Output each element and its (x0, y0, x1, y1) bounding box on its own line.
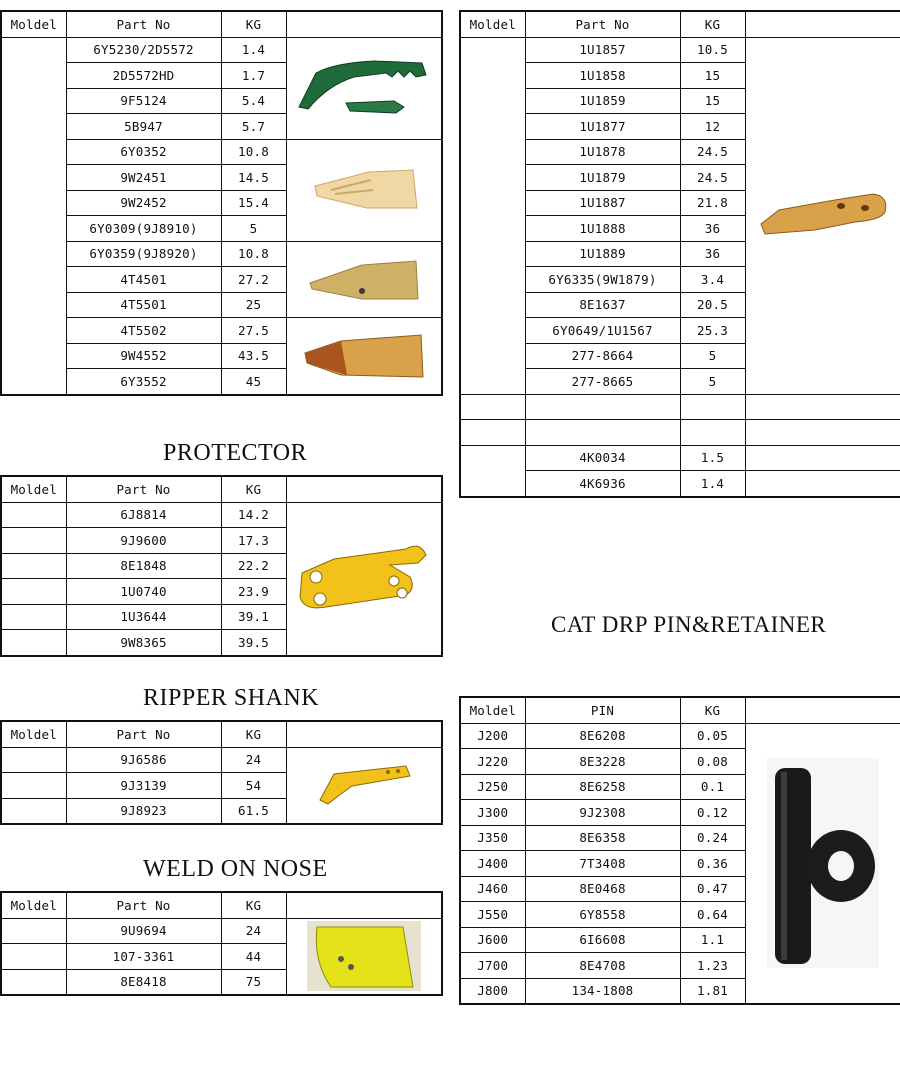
weight-cell: 1.4 (221, 37, 286, 63)
table-header (460, 11, 900, 37)
table-row (460, 723, 900, 749)
table-row (1, 318, 442, 344)
weight-cell: 0.05 (680, 723, 745, 749)
weight-cell: 23.9 (221, 579, 286, 605)
protector-table (0, 475, 443, 657)
green-tooth-icon (287, 55, 442, 121)
weight-cell: 0.08 (680, 749, 745, 775)
part-number-cell: 8E1637 (525, 292, 680, 318)
weight-cell: 1.7 (221, 63, 286, 89)
table-row (460, 394, 900, 420)
part-number-cell: 4T4501 (66, 267, 221, 293)
weight-cell: 5 (221, 216, 286, 242)
table-header (1, 892, 442, 918)
weld-title: WELD ON NOSE (143, 856, 328, 882)
product-image-cell (286, 318, 442, 395)
pin-cell: 7T3408 (525, 851, 680, 877)
adapter-tooth-icon (746, 190, 900, 242)
pin-cell: 6Y8558 (525, 902, 680, 928)
weight-cell: 0.1 (680, 774, 745, 800)
pin-cell: 8E4708 (525, 953, 680, 979)
weight-cell: 22.2 (221, 553, 286, 579)
product-image-cell (745, 471, 900, 497)
weight-cell: 0.24 (680, 825, 745, 851)
weight-cell: 1.1 (680, 927, 745, 953)
weld-nose-icon (287, 921, 442, 991)
part-number-cell: 5B947 (66, 114, 221, 140)
col-model-header: Moldel (460, 11, 525, 37)
model-cell (1, 630, 66, 656)
product-image-cell (286, 139, 442, 241)
weight-cell (680, 420, 745, 446)
part-number-cell: 1U1887 (525, 190, 680, 216)
part-number-cell: 6J8814 (66, 502, 221, 528)
weight-cell: 14.5 (221, 165, 286, 191)
table-row (1, 747, 442, 773)
part-number-cell: 1U1858 (525, 63, 680, 89)
col-part-header: Part No (525, 11, 680, 37)
part-number-cell: 6Y0359(9J8920) (66, 241, 221, 267)
table-row (1, 502, 442, 528)
col-image-header (286, 476, 442, 502)
weight-cell: 24.5 (680, 139, 745, 165)
part-number-cell: 4T5502 (66, 318, 221, 344)
part-number-cell: 9U9694 (66, 918, 221, 944)
weight-cell: 15 (680, 88, 745, 114)
weight-cell: 39.1 (221, 604, 286, 630)
weight-cell: 17.3 (221, 528, 286, 554)
part-number-cell: 277-8664 (525, 343, 680, 369)
product-image-cell (286, 502, 442, 656)
table-header (1, 721, 442, 747)
ripper-shank-icon (287, 762, 442, 808)
table-row (460, 37, 900, 63)
model-cell: J600 (460, 927, 525, 953)
part-number-cell: 4T5501 (66, 292, 221, 318)
model-cell (1, 579, 66, 605)
col-part-header: Part No (66, 892, 221, 918)
model-cell (460, 394, 525, 420)
model-cell: J550 (460, 902, 525, 928)
weight-cell: 20.5 (680, 292, 745, 318)
part-number-cell: 1U1877 (525, 114, 680, 140)
part-number-cell: 9W2451 (66, 165, 221, 191)
pale-tooth-icon (287, 168, 442, 212)
pin-cell: 8E6208 (525, 723, 680, 749)
weight-cell: 5 (680, 369, 745, 395)
part-number-cell: 1U1889 (525, 241, 680, 267)
weight-cell: 0.36 (680, 851, 745, 877)
tan-tooth-icon (287, 257, 442, 301)
weight-cell: 39.5 (221, 630, 286, 656)
col-kg-header: KG (221, 476, 286, 502)
part-number-cell: 8E8418 (66, 969, 221, 995)
model-cell: J700 (460, 953, 525, 979)
model-cell: J400 (460, 851, 525, 877)
part-number-cell: 1U1857 (525, 37, 680, 63)
part-number-cell: 2D5572HD (66, 63, 221, 89)
model-cell: J460 (460, 876, 525, 902)
model-cell (1, 604, 66, 630)
model-cell (1, 918, 66, 944)
model-cell (1, 553, 66, 579)
col-image-header (745, 697, 900, 723)
teeth-table-right (459, 10, 900, 498)
pin-cell: 8E6358 (525, 825, 680, 851)
model-cell (460, 420, 525, 446)
weight-cell: 1.5 (680, 445, 745, 471)
col-model-header: Moldel (1, 476, 66, 502)
part-number-cell: 9W8365 (66, 630, 221, 656)
part-number-cell: 6Y3552 (66, 369, 221, 395)
part-number-cell: 9F5124 (66, 88, 221, 114)
weight-cell: 24 (221, 918, 286, 944)
weight-cell: 24 (221, 747, 286, 773)
model-cell (1, 502, 66, 528)
pin-cell: 6I6608 (525, 927, 680, 953)
weight-cell: 25.3 (680, 318, 745, 344)
model-cell (1, 798, 66, 824)
protector-title: PROTECTOR (163, 440, 308, 466)
weight-cell: 45 (221, 369, 286, 395)
table-row (460, 471, 900, 497)
table-row (1, 241, 442, 267)
col-kg-header: KG (221, 11, 286, 37)
col-part-header: Part No (66, 721, 221, 747)
table-row (1, 139, 442, 165)
weight-cell: 3.4 (680, 267, 745, 293)
part-number-cell: 1U1879 (525, 165, 680, 191)
col-kg-header: KG (221, 892, 286, 918)
part-number-cell: 9J6586 (66, 747, 221, 773)
model-cell (1, 747, 66, 773)
weight-cell: 10.5 (680, 37, 745, 63)
pins-table (459, 696, 900, 1005)
col-image-header (286, 892, 442, 918)
weight-cell: 21.8 (680, 190, 745, 216)
product-image-cell (745, 394, 900, 420)
weight-cell: 5.7 (221, 114, 286, 140)
model-cell: J220 (460, 749, 525, 775)
weight-cell: 15.4 (221, 190, 286, 216)
pin-retainer-icon (746, 758, 900, 968)
weight-cell: 43.5 (221, 343, 286, 369)
product-image-cell (745, 445, 900, 471)
col-model-header: Moldel (460, 697, 525, 723)
product-image-cell (286, 747, 442, 824)
part-number-cell: 6Y0649/1U1567 (525, 318, 680, 344)
col-model-header: Moldel (1, 11, 66, 37)
weight-cell: 12 (680, 114, 745, 140)
part-number-cell: 1U3644 (66, 604, 221, 630)
product-image-cell (286, 37, 442, 139)
part-number-cell: 277-8665 (525, 369, 680, 395)
col-kg-header: KG (221, 721, 286, 747)
pin-cell: 134-1808 (525, 978, 680, 1004)
col-part-header: Part No (66, 476, 221, 502)
model-cell (1, 944, 66, 970)
weld-table (0, 891, 443, 996)
part-number-cell: 1U1888 (525, 216, 680, 242)
pin-cell: 8E3228 (525, 749, 680, 775)
product-image-cell (286, 241, 442, 318)
part-number-cell: 8E1848 (66, 553, 221, 579)
weight-cell: 27.2 (221, 267, 286, 293)
weight-cell: 36 (680, 241, 745, 267)
part-number-cell: 9W4552 (66, 343, 221, 369)
col-pin-header: PIN (525, 697, 680, 723)
table-row (1, 918, 442, 944)
part-number-cell: 6Y5230/2D5572 (66, 37, 221, 63)
part-number-cell (525, 420, 680, 446)
col-kg-header: KG (680, 11, 745, 37)
weight-cell: 27.5 (221, 318, 286, 344)
weight-cell: 1.4 (680, 471, 745, 497)
model-cell: J800 (460, 978, 525, 1004)
weight-cell: 10.8 (221, 241, 286, 267)
col-model-header: Moldel (1, 892, 66, 918)
weight-cell: 0.12 (680, 800, 745, 826)
weight-cell: 24.5 (680, 165, 745, 191)
model-cell (1, 773, 66, 799)
weight-cell: 25 (221, 292, 286, 318)
col-part-header: Part No (66, 11, 221, 37)
model-cell: J200 (460, 723, 525, 749)
ripper-table (0, 720, 443, 825)
ripper-title: RIPPER SHANK (143, 685, 320, 711)
part-number-cell (525, 394, 680, 420)
model-cell: J350 (460, 825, 525, 851)
table-row (460, 420, 900, 446)
weight-cell: 10.8 (221, 139, 286, 165)
weight-cell: 75 (221, 969, 286, 995)
weight-cell: 0.47 (680, 876, 745, 902)
table-row (1, 37, 442, 63)
model-cell (460, 445, 525, 497)
part-number-cell: 9J9600 (66, 528, 221, 554)
part-number-cell: 107-3361 (66, 944, 221, 970)
part-number-cell: 6Y0352 (66, 139, 221, 165)
part-number-cell: 9J8923 (66, 798, 221, 824)
weight-cell: 1.81 (680, 978, 745, 1004)
protector-icon (287, 537, 442, 621)
table-header (1, 11, 442, 37)
teeth-table-left (0, 10, 443, 396)
weight-cell: 1.23 (680, 953, 745, 979)
table-header (460, 697, 900, 723)
part-number-cell: 9W2452 (66, 190, 221, 216)
weight-cell: 36 (680, 216, 745, 242)
weight-cell: 61.5 (221, 798, 286, 824)
part-number-cell: 6Y6335(9W1879) (525, 267, 680, 293)
part-number-cell: 1U1859 (525, 88, 680, 114)
col-image-header (745, 11, 900, 37)
part-number-cell: 4K0034 (525, 445, 680, 471)
pin-cell: 8E0468 (525, 876, 680, 902)
model-cell (1, 37, 66, 395)
col-image-header (286, 11, 442, 37)
part-number-cell: 1U1878 (525, 139, 680, 165)
model-cell (1, 528, 66, 554)
model-cell (1, 969, 66, 995)
product-image-cell (745, 420, 900, 446)
weight-cell: 14.2 (221, 502, 286, 528)
weight-cell: 0.64 (680, 902, 745, 928)
product-image-cell (745, 37, 900, 394)
part-number-cell: 6Y0309(9J8910) (66, 216, 221, 242)
rust-tooth-icon (287, 331, 442, 381)
pin-cell: 9J2308 (525, 800, 680, 826)
model-cell: J250 (460, 774, 525, 800)
weight-cell (680, 394, 745, 420)
weight-cell: 5.4 (221, 88, 286, 114)
weight-cell: 5 (680, 343, 745, 369)
product-image-cell (745, 723, 900, 1004)
pin-cell: 8E6258 (525, 774, 680, 800)
pins-title: CAT DRP PIN&RETAINER (551, 612, 827, 637)
weight-cell: 15 (680, 63, 745, 89)
weight-cell: 44 (221, 944, 286, 970)
col-kg-header: KG (680, 697, 745, 723)
model-cell (460, 37, 525, 394)
part-number-cell: 1U0740 (66, 579, 221, 605)
table-header (1, 476, 442, 502)
weight-cell: 54 (221, 773, 286, 799)
model-cell: J300 (460, 800, 525, 826)
product-image-cell (286, 918, 442, 995)
table-row (460, 445, 900, 471)
part-number-cell: 4K6936 (525, 471, 680, 497)
col-image-header (286, 721, 442, 747)
col-model-header: Moldel (1, 721, 66, 747)
part-number-cell: 9J3139 (66, 773, 221, 799)
